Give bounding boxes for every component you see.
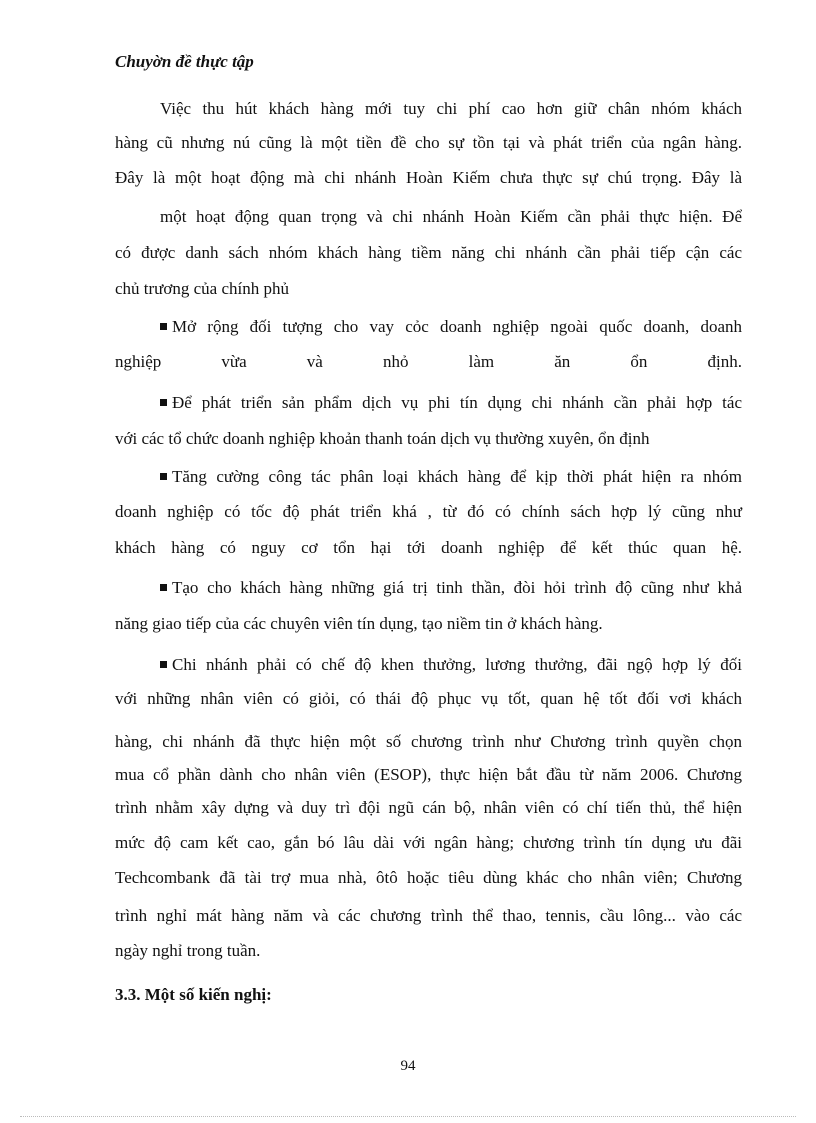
body-line: một hoạt động quan trọng và chi nhánh Hoàn Kiếm cần phải thực hiện. Để (160, 207, 742, 226)
bullet-icon (160, 661, 167, 668)
bullet-text: Tạo cho khách hàng những giá trị tinh thần, đòi hỏi trình độ cũng như khả (172, 578, 742, 597)
body-line: Techcombank đã tài trợ mua nhà, ôtô hoặc tiêu dùng khác cho nhân viên; Chương (115, 868, 742, 887)
body-line: mức độ cam kết cao, gắn bó lâu dài với ngân hàng; chương trình tín dụng ưu đãi (115, 833, 742, 852)
page-number: 94 (400, 1058, 416, 1074)
body-line: có được danh sách nhóm khách hàng tiềm năng chi nhánh cần phải tiếp cận các (115, 243, 742, 262)
page-edge-divider (20, 1116, 796, 1117)
bullet-line (160, 655, 742, 675)
body-line: chủ trương của chính phủ (115, 279, 289, 298)
body-line: hàng, chi nhánh đã thực hiện một số chương trình như Chương trình quyền chọn (115, 732, 742, 751)
bullet-icon (160, 473, 167, 480)
section-heading: 3.3. Một số kiến nghị: (115, 985, 272, 1004)
body-line: Việc thu hút khách hàng mới tuy chi phí cao hơn giữ chân nhóm khách (160, 99, 742, 118)
body-line: trình nhằm xây dựng và duy trì đội ngũ cán bộ, nhân viên có chí tiến thủ, thể hiện (115, 798, 742, 817)
bullet-text: Mở rộng đối tượng cho vay cỏc doanh nghiệp ngoài quốc doanh, doanh (172, 317, 742, 336)
body-line: doanh nghiệp có tốc độ phát triển khá , từ đó có chính sách hợp lý cũng như (115, 502, 742, 521)
bullet-line (160, 393, 742, 413)
body-line: Đây là một hoạt động mà chi nhánh Hoàn Kiếm chưa thực sự chú trọng. Đây là (115, 168, 742, 187)
bullet-text: Để phát triển sản phẩm dịch vụ phi tín dụng chi nhánh cần phải hợp tác (172, 393, 742, 412)
bullet-icon (160, 399, 167, 406)
body-line: khách hàng có nguy cơ tổn hại tới doanh nghiệp để kết thúc quan hệ. (115, 538, 742, 557)
body-line: trình nghỉ mát hàng năm và các chương trình thể thao, tennis, cầu lông... vào các (115, 906, 742, 925)
bullet-text: Chi nhánh phải có chế độ khen thưởng, lương thưởng, đãi ngộ hợp lý đối (172, 655, 742, 674)
page-header: Chuyờn đề thực tập (115, 52, 254, 71)
body-line: với những nhân viên có giỏi, có thái độ phục vụ tốt, quan hệ tốt đối vơi khách (115, 689, 742, 708)
body-line: với các tổ chức doanh nghiệp khoản thanh toán dịch vụ thường xuyên, ổn định (115, 429, 650, 448)
body-line: ngày nghỉ trong tuần. (115, 941, 261, 960)
bullet-line (160, 578, 742, 598)
bullet-icon (160, 323, 167, 330)
body-line: nghiệp vừa và nhỏ làm ăn ổn định. (115, 352, 742, 371)
body-line: hàng cũ nhưng nú cũng là một tiền đề cho sự tồn tại và phát triển của ngân hàng. (115, 133, 742, 152)
bullet-text: Tăng cường công tác phân loại khách hàng để kịp thời phát hiện ra nhóm (172, 467, 742, 486)
bullet-line (160, 317, 742, 337)
body-line: năng giao tiếp của các chuyên viên tín dụng, tạo niềm tin ở khách hàng. (115, 614, 603, 633)
body-line: mua cổ phần dành cho nhân viên (ESOP), thực hiện bắt đầu từ năm 2006. Chương (115, 765, 742, 784)
bullet-line (160, 467, 742, 487)
bullet-icon (160, 584, 167, 591)
